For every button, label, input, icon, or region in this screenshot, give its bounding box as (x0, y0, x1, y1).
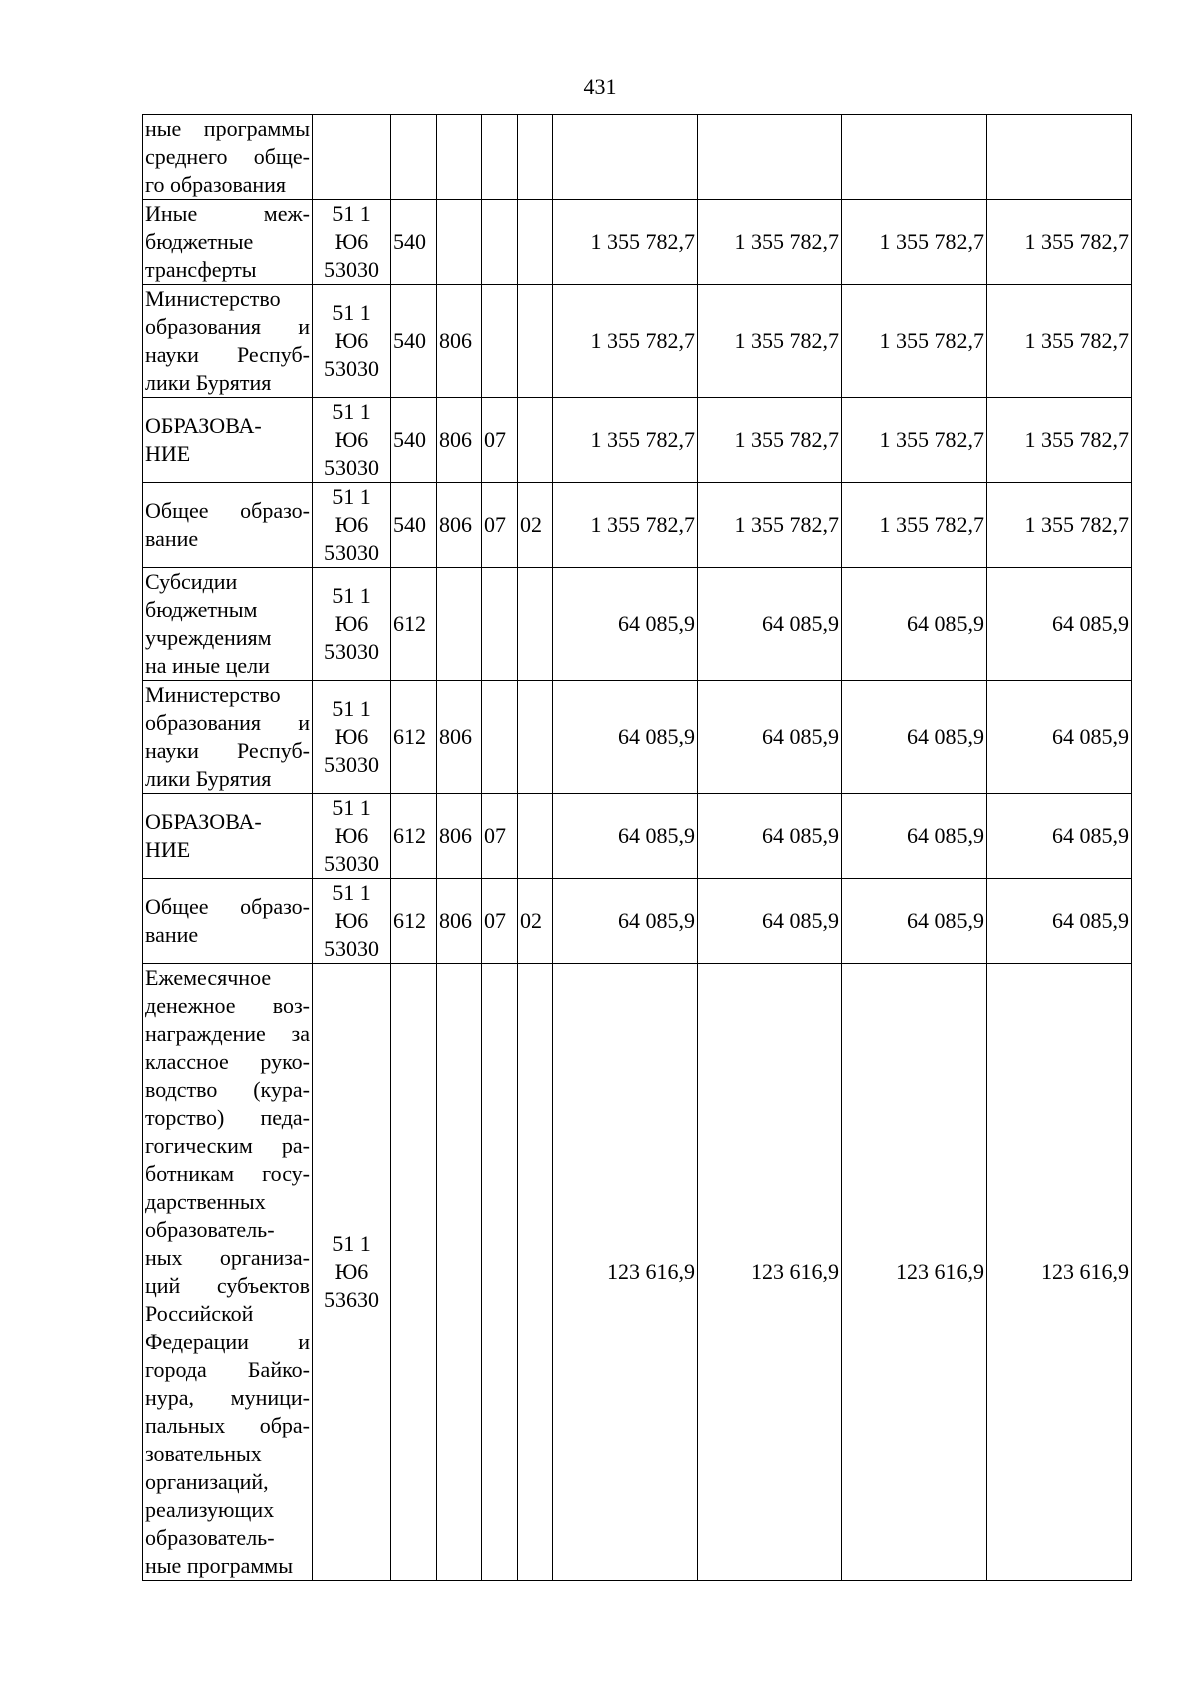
ministry-code-cell (437, 115, 482, 200)
amount-cell-4: 1 355 782,7 (987, 483, 1132, 568)
row-name-line: пальных обра- (145, 1413, 310, 1438)
section-cell: 07 (482, 483, 518, 568)
row-name-line: классное руко- (145, 1049, 310, 1074)
row-name-line: образования и (145, 710, 310, 735)
subsection-cell (518, 568, 553, 681)
target-article-line: Ю6 (334, 1259, 369, 1284)
row-name-line: на иные цели (145, 653, 270, 678)
target-article-line: 51 1 (332, 1231, 371, 1256)
row-name-line: вание (145, 526, 199, 551)
target-article-cell (313, 285, 391, 398)
amount-cell-1: 64 085,9 (553, 681, 698, 794)
row-name-line: денежное воз- (145, 993, 310, 1018)
row-name-line: бюджетные (145, 229, 254, 254)
target-article-line: 53030 (324, 257, 379, 282)
target-article-line: 53030 (324, 851, 379, 876)
ministry-code-cell: 806 (437, 483, 482, 568)
amount-cell-4: 1 355 782,7 (987, 398, 1132, 483)
amount-cell-2: 64 085,9 (698, 794, 842, 879)
target-article-line: 51 1 (332, 795, 371, 820)
row-name-line: образователь- (145, 1217, 275, 1242)
amount-cell-3: 64 085,9 (842, 681, 987, 794)
target-article-cell (313, 568, 391, 681)
row-name-line: ных организа- (145, 1245, 310, 1270)
budget-table (142, 114, 1132, 1581)
target-article-line: Ю6 (334, 908, 369, 933)
table-row (143, 483, 1132, 568)
expense-type-cell: 612 (391, 681, 437, 794)
target-article-line: Ю6 (334, 724, 369, 749)
subsection-cell (518, 794, 553, 879)
row-name-line: ОБРАЗОВА- (145, 413, 262, 438)
amount-cell-1: 1 355 782,7 (553, 398, 698, 483)
amount-cell-2 (698, 115, 842, 200)
row-name-cell (143, 568, 313, 681)
row-name-line: ные программы (145, 1553, 294, 1578)
table-row (143, 964, 1132, 1581)
amount-cell-4: 1 355 782,7 (987, 200, 1132, 285)
target-article-cell (313, 681, 391, 794)
row-name-line: Иные меж- (145, 201, 310, 226)
amount-cell-2: 1 355 782,7 (698, 483, 842, 568)
row-name-line: зовательных (145, 1441, 262, 1466)
amount-cell-4: 64 085,9 (987, 879, 1132, 964)
subsection-cell (518, 398, 553, 483)
table-row (143, 200, 1132, 285)
amount-cell-1: 123 616,9 (553, 964, 698, 1581)
amount-cell-4: 64 085,9 (987, 794, 1132, 879)
row-name-line: Ежемесячное (145, 965, 272, 990)
amount-cell-2: 1 355 782,7 (698, 398, 842, 483)
amount-cell-2: 64 085,9 (698, 681, 842, 794)
section-cell (482, 568, 518, 681)
target-article-cell (313, 115, 391, 200)
amount-cell-3: 64 085,9 (842, 568, 987, 681)
row-name-line: ные программы (145, 116, 310, 141)
target-article-line: 51 1 (332, 484, 371, 509)
target-article-line: 53030 (324, 936, 379, 961)
row-name-line: го образования (145, 172, 287, 197)
row-name-line: реализующих (145, 1497, 275, 1522)
row-name-line: ОБРАЗОВА- (145, 809, 262, 834)
row-name-line: торство) педа- (145, 1105, 310, 1130)
ministry-code-cell (437, 964, 482, 1581)
amount-cell-1: 64 085,9 (553, 794, 698, 879)
ministry-code-cell: 806 (437, 398, 482, 483)
amount-cell-2: 64 085,9 (698, 568, 842, 681)
section-cell: 07 (482, 879, 518, 964)
row-name-line: Министерство (145, 682, 281, 707)
target-article-cell (313, 483, 391, 568)
row-name-line: организаций, (145, 1469, 269, 1494)
ministry-code-cell: 806 (437, 879, 482, 964)
amount-cell-3: 1 355 782,7 (842, 200, 987, 285)
subsection-cell (518, 681, 553, 794)
row-name-line: Общее образо- (145, 894, 310, 919)
target-article-cell (313, 200, 391, 285)
row-name-cell (143, 794, 313, 879)
amount-cell-1: 64 085,9 (553, 879, 698, 964)
expense-type-cell: 540 (391, 285, 437, 398)
amount-cell-3: 64 085,9 (842, 879, 987, 964)
section-cell (482, 115, 518, 200)
row-name-line: ботникам госу- (145, 1161, 310, 1186)
target-article-line: 51 1 (332, 880, 371, 905)
row-name-line: дарственных (145, 1189, 266, 1214)
expense-type-cell: 540 (391, 483, 437, 568)
row-name-line: Субсидии (145, 569, 238, 594)
row-name-line: лики Бурятия (145, 766, 272, 791)
target-article-line: Ю6 (334, 427, 369, 452)
row-name-line: НИЕ (145, 837, 191, 862)
amount-cell-3: 123 616,9 (842, 964, 987, 1581)
amount-cell-1: 64 085,9 (553, 568, 698, 681)
row-name-line: учреждениям (145, 625, 272, 650)
table-row (143, 115, 1132, 200)
row-name-line: бюджетным (145, 597, 258, 622)
table-row (143, 285, 1132, 398)
amount-cell-3: 64 085,9 (842, 794, 987, 879)
row-name-line: гогическим ра- (145, 1133, 310, 1158)
section-cell: 07 (482, 794, 518, 879)
target-article-cell (313, 964, 391, 1581)
amount-cell-1 (553, 115, 698, 200)
amount-cell-3: 1 355 782,7 (842, 483, 987, 568)
target-article-line: 53030 (324, 639, 379, 664)
expense-type-cell: 612 (391, 568, 437, 681)
subsection-cell (518, 115, 553, 200)
row-name-line: лики Бурятия (145, 370, 272, 395)
expense-type-cell: 540 (391, 398, 437, 483)
section-cell (482, 285, 518, 398)
target-article-cell (313, 398, 391, 483)
target-article-line: 53030 (324, 540, 379, 565)
amount-cell-3: 1 355 782,7 (842, 398, 987, 483)
amount-cell-2: 64 085,9 (698, 879, 842, 964)
row-name-cell (143, 964, 313, 1581)
section-cell (482, 681, 518, 794)
subsection-cell: 02 (518, 879, 553, 964)
target-article-line: 51 1 (332, 300, 371, 325)
amount-cell-1: 1 355 782,7 (553, 285, 698, 398)
row-name-line: водство (кура- (145, 1077, 310, 1102)
amount-cell-4: 64 085,9 (987, 681, 1132, 794)
ministry-code-cell (437, 568, 482, 681)
table-row (143, 681, 1132, 794)
target-article-line: 53030 (324, 455, 379, 480)
subsection-cell (518, 285, 553, 398)
row-name-line: науки Респуб- (145, 738, 310, 763)
target-article-line: 53030 (324, 752, 379, 777)
row-name-line: образователь- (145, 1525, 275, 1550)
target-article-line: Ю6 (334, 328, 369, 353)
amount-cell-3: 1 355 782,7 (842, 285, 987, 398)
expense-type-cell (391, 964, 437, 1581)
amount-cell-3 (842, 115, 987, 200)
expense-type-cell: 612 (391, 879, 437, 964)
table-row (143, 398, 1132, 483)
section-cell: 07 (482, 398, 518, 483)
row-name-line: Федерации и (145, 1329, 310, 1354)
row-name-line: трансферты (145, 257, 257, 282)
subsection-cell (518, 200, 553, 285)
amount-cell-2: 123 616,9 (698, 964, 842, 1581)
row-name-cell (143, 483, 313, 568)
target-article-line: 51 1 (332, 696, 371, 721)
expense-type-cell: 612 (391, 794, 437, 879)
amount-cell-1: 1 355 782,7 (553, 483, 698, 568)
target-article-line: 53630 (324, 1287, 379, 1312)
expense-type-cell (391, 115, 437, 200)
row-name-line: Российской (145, 1301, 254, 1326)
target-article-line: 51 1 (332, 583, 371, 608)
ministry-code-cell: 806 (437, 681, 482, 794)
target-article-line: Ю6 (334, 823, 369, 848)
row-name-line: образования и (145, 314, 310, 339)
target-article-line: Ю6 (334, 611, 369, 636)
row-name-line: НИЕ (145, 441, 191, 466)
amount-cell-4: 64 085,9 (987, 568, 1132, 681)
table-row (143, 794, 1132, 879)
row-name-cell (143, 681, 313, 794)
target-article-cell (313, 879, 391, 964)
row-name-cell (143, 879, 313, 964)
row-name-cell (143, 398, 313, 483)
row-name-line: ций субъектов (145, 1273, 310, 1298)
row-name-line: награждение за (145, 1021, 310, 1046)
ministry-code-cell (437, 200, 482, 285)
table-body (143, 115, 1132, 1581)
table-row (143, 879, 1132, 964)
page-number: 431 (583, 74, 617, 99)
row-name-line: Министерство (145, 286, 281, 311)
target-article-line: 51 1 (332, 201, 371, 226)
row-name-cell (143, 285, 313, 398)
row-name-cell (143, 200, 313, 285)
target-article-line: 51 1 (332, 399, 371, 424)
subsection-cell: 02 (518, 483, 553, 568)
ministry-code-cell: 806 (437, 794, 482, 879)
target-article-line: 53030 (324, 356, 379, 381)
row-name-cell (143, 115, 313, 200)
row-name-line: вание (145, 922, 199, 947)
row-name-line: нура, муници- (145, 1385, 310, 1410)
section-cell (482, 200, 518, 285)
amount-cell-2: 1 355 782,7 (698, 200, 842, 285)
target-article-line: Ю6 (334, 512, 369, 537)
row-name-line: науки Респуб- (145, 342, 310, 367)
amount-cell-4: 1 355 782,7 (987, 285, 1132, 398)
amount-cell-4: 123 616,9 (987, 964, 1132, 1581)
amount-cell-2: 1 355 782,7 (698, 285, 842, 398)
target-article-cell (313, 794, 391, 879)
amount-cell-4 (987, 115, 1132, 200)
expense-type-cell: 540 (391, 200, 437, 285)
row-name-line: Общее образо- (145, 498, 310, 523)
target-article-line: Ю6 (334, 229, 369, 254)
ministry-code-cell: 806 (437, 285, 482, 398)
section-cell (482, 964, 518, 1581)
amount-cell-1: 1 355 782,7 (553, 200, 698, 285)
row-name-line: среднего обще- (145, 144, 310, 169)
table-row (143, 568, 1132, 681)
row-name-line: города Байко- (145, 1357, 310, 1382)
subsection-cell (518, 964, 553, 1581)
